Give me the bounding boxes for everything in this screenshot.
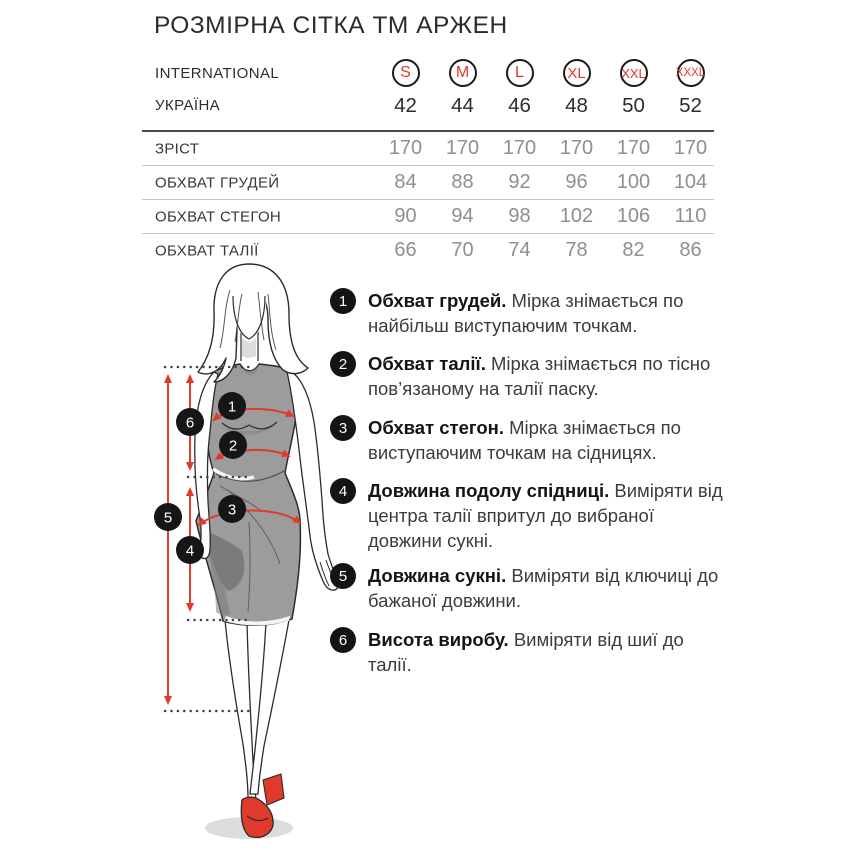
legend-body: Виміряти від ключиці до бажаної довжини. <box>368 565 719 611</box>
ukraine-size-value: 44 <box>451 94 474 117</box>
size-badge-xl <box>563 59 591 87</box>
size-badge-label: M <box>455 64 470 81</box>
table-cell: 170 <box>616 137 651 159</box>
table-row-height <box>142 132 714 165</box>
international-label: INTERNATIONAL <box>155 65 280 82</box>
legend-number-badge: 2 <box>330 351 356 377</box>
legend-number-badge: 1 <box>330 288 356 314</box>
table-cell: 106 <box>616 205 651 227</box>
size-badge-label: XXL <box>621 65 646 81</box>
page-title: РОЗМІРНА СІТКА ТМ АРЖЕН <box>154 12 508 39</box>
legend-number-badge: 3 <box>330 415 356 441</box>
figure-head <box>198 264 308 382</box>
row-label: ОБХВАТ СТЕГОН <box>155 208 282 225</box>
table-cell: 84 <box>394 171 417 193</box>
legend-item-waist <box>330 351 728 401</box>
legend-item-skirt-length <box>330 478 728 553</box>
legend-item-bodice-height <box>330 627 728 677</box>
legend-number-badge: 4 <box>330 478 356 504</box>
table-cell: 92 <box>508 171 531 193</box>
legend-body: Мірка знімається по найбільш виступаючим точкам. <box>368 290 684 336</box>
table-cell: 90 <box>394 205 417 227</box>
legend-item-dress-length <box>330 563 728 613</box>
legend-heading: Обхват грудей. <box>368 290 507 311</box>
legend-heading: Обхват стегон. <box>368 417 504 438</box>
legend-text <box>368 415 728 465</box>
measurements-table <box>142 130 714 267</box>
legend-heading: Висота виробу. <box>368 629 509 650</box>
size-badge-label: XXXL <box>675 67 706 79</box>
marker-3 <box>218 495 246 523</box>
table-cell: 170 <box>673 137 708 159</box>
table-cell: 170 <box>559 137 594 159</box>
marker-6 <box>176 408 204 436</box>
size-badge-m <box>449 59 477 87</box>
size-badge-label: XL <box>567 64 586 82</box>
row-values <box>377 200 719 233</box>
size-badge-xxxl <box>677 59 705 87</box>
ukraine-size-value: 52 <box>679 94 702 117</box>
size-badge-label: S <box>400 64 411 81</box>
table-cell: 66 <box>394 239 417 261</box>
legend-heading: Довжина подолу спідниці. <box>368 480 610 501</box>
table-cell: 104 <box>673 171 708 193</box>
marker-label: 1 <box>227 398 237 416</box>
legend-text <box>368 563 728 613</box>
table-cell: 102 <box>559 205 594 227</box>
table-cell: 70 <box>451 239 474 261</box>
table-cell: 170 <box>445 137 480 159</box>
marker-label: 3 <box>227 501 237 519</box>
legend-heading: Обхват талії. <box>368 353 486 374</box>
size-badge-xxl <box>620 59 648 87</box>
table-cell: 86 <box>679 239 702 261</box>
row-label: ОБХВАТ ГРУДЕЙ <box>155 174 280 191</box>
marker-1 <box>218 392 246 420</box>
row-values <box>377 132 719 165</box>
measurement-figure-illustration <box>150 260 345 850</box>
legend-body: Виміряти від шиї до талії. <box>368 629 684 675</box>
legend-item-hips <box>330 415 728 465</box>
ukraine-size-value: 48 <box>565 94 588 117</box>
size-badge-label: L <box>515 64 524 81</box>
marker-5 <box>154 503 182 531</box>
row-values <box>377 234 719 267</box>
ukraine-label: УКРАЇНА <box>155 97 221 114</box>
legend-text <box>368 478 728 553</box>
size-badge-s <box>392 59 420 87</box>
legend-text <box>368 351 728 401</box>
marker-2 <box>219 431 247 459</box>
table-cell: 110 <box>674 205 707 227</box>
ukraine-size-value: 50 <box>622 94 645 117</box>
table-cell: 170 <box>388 137 423 159</box>
row-values <box>377 166 719 199</box>
size-badge-l <box>506 59 534 87</box>
marker-label: 6 <box>185 414 195 432</box>
marker-label: 5 <box>163 509 173 527</box>
legend-body: Мірка знімається по виступаючим точкам на сідницях. <box>368 417 681 463</box>
marker-label: 2 <box>228 437 238 455</box>
international-sizes-row <box>377 58 719 88</box>
row-label: ОБХВАТ ТАЛІЇ <box>155 242 259 259</box>
legend-body: Мірка знімається по тісно пов’язаному на талії паску. <box>368 353 711 399</box>
ukraine-size-value: 42 <box>394 94 417 117</box>
table-cell: 88 <box>451 171 474 193</box>
legend-item-chest <box>330 288 728 338</box>
legend-text <box>368 627 728 677</box>
table-row-chest <box>142 165 714 199</box>
ukraine-size-value: 46 <box>508 94 531 117</box>
table-cell: 78 <box>565 239 588 261</box>
table-cell: 100 <box>616 171 651 193</box>
marker-label: 4 <box>185 542 195 560</box>
table-row-hips <box>142 199 714 233</box>
legend-heading: Довжина сукні. <box>368 565 507 586</box>
legend-number-badge: 6 <box>330 627 356 653</box>
ukraine-sizes-row <box>377 93 719 119</box>
table-cell: 170 <box>502 137 537 159</box>
legend-text <box>368 288 728 338</box>
table-cell: 82 <box>622 239 645 261</box>
table-cell: 94 <box>451 205 474 227</box>
table-cell: 96 <box>565 171 588 193</box>
table-cell: 74 <box>508 239 531 261</box>
legend-body: Виміряти від центра талії впритул до вибраної довжини сукні. <box>368 480 723 551</box>
legend-number-badge: 5 <box>330 563 356 589</box>
marker-4 <box>176 536 204 564</box>
table-cell: 98 <box>508 205 531 227</box>
row-label: ЗРІСТ <box>155 140 200 157</box>
